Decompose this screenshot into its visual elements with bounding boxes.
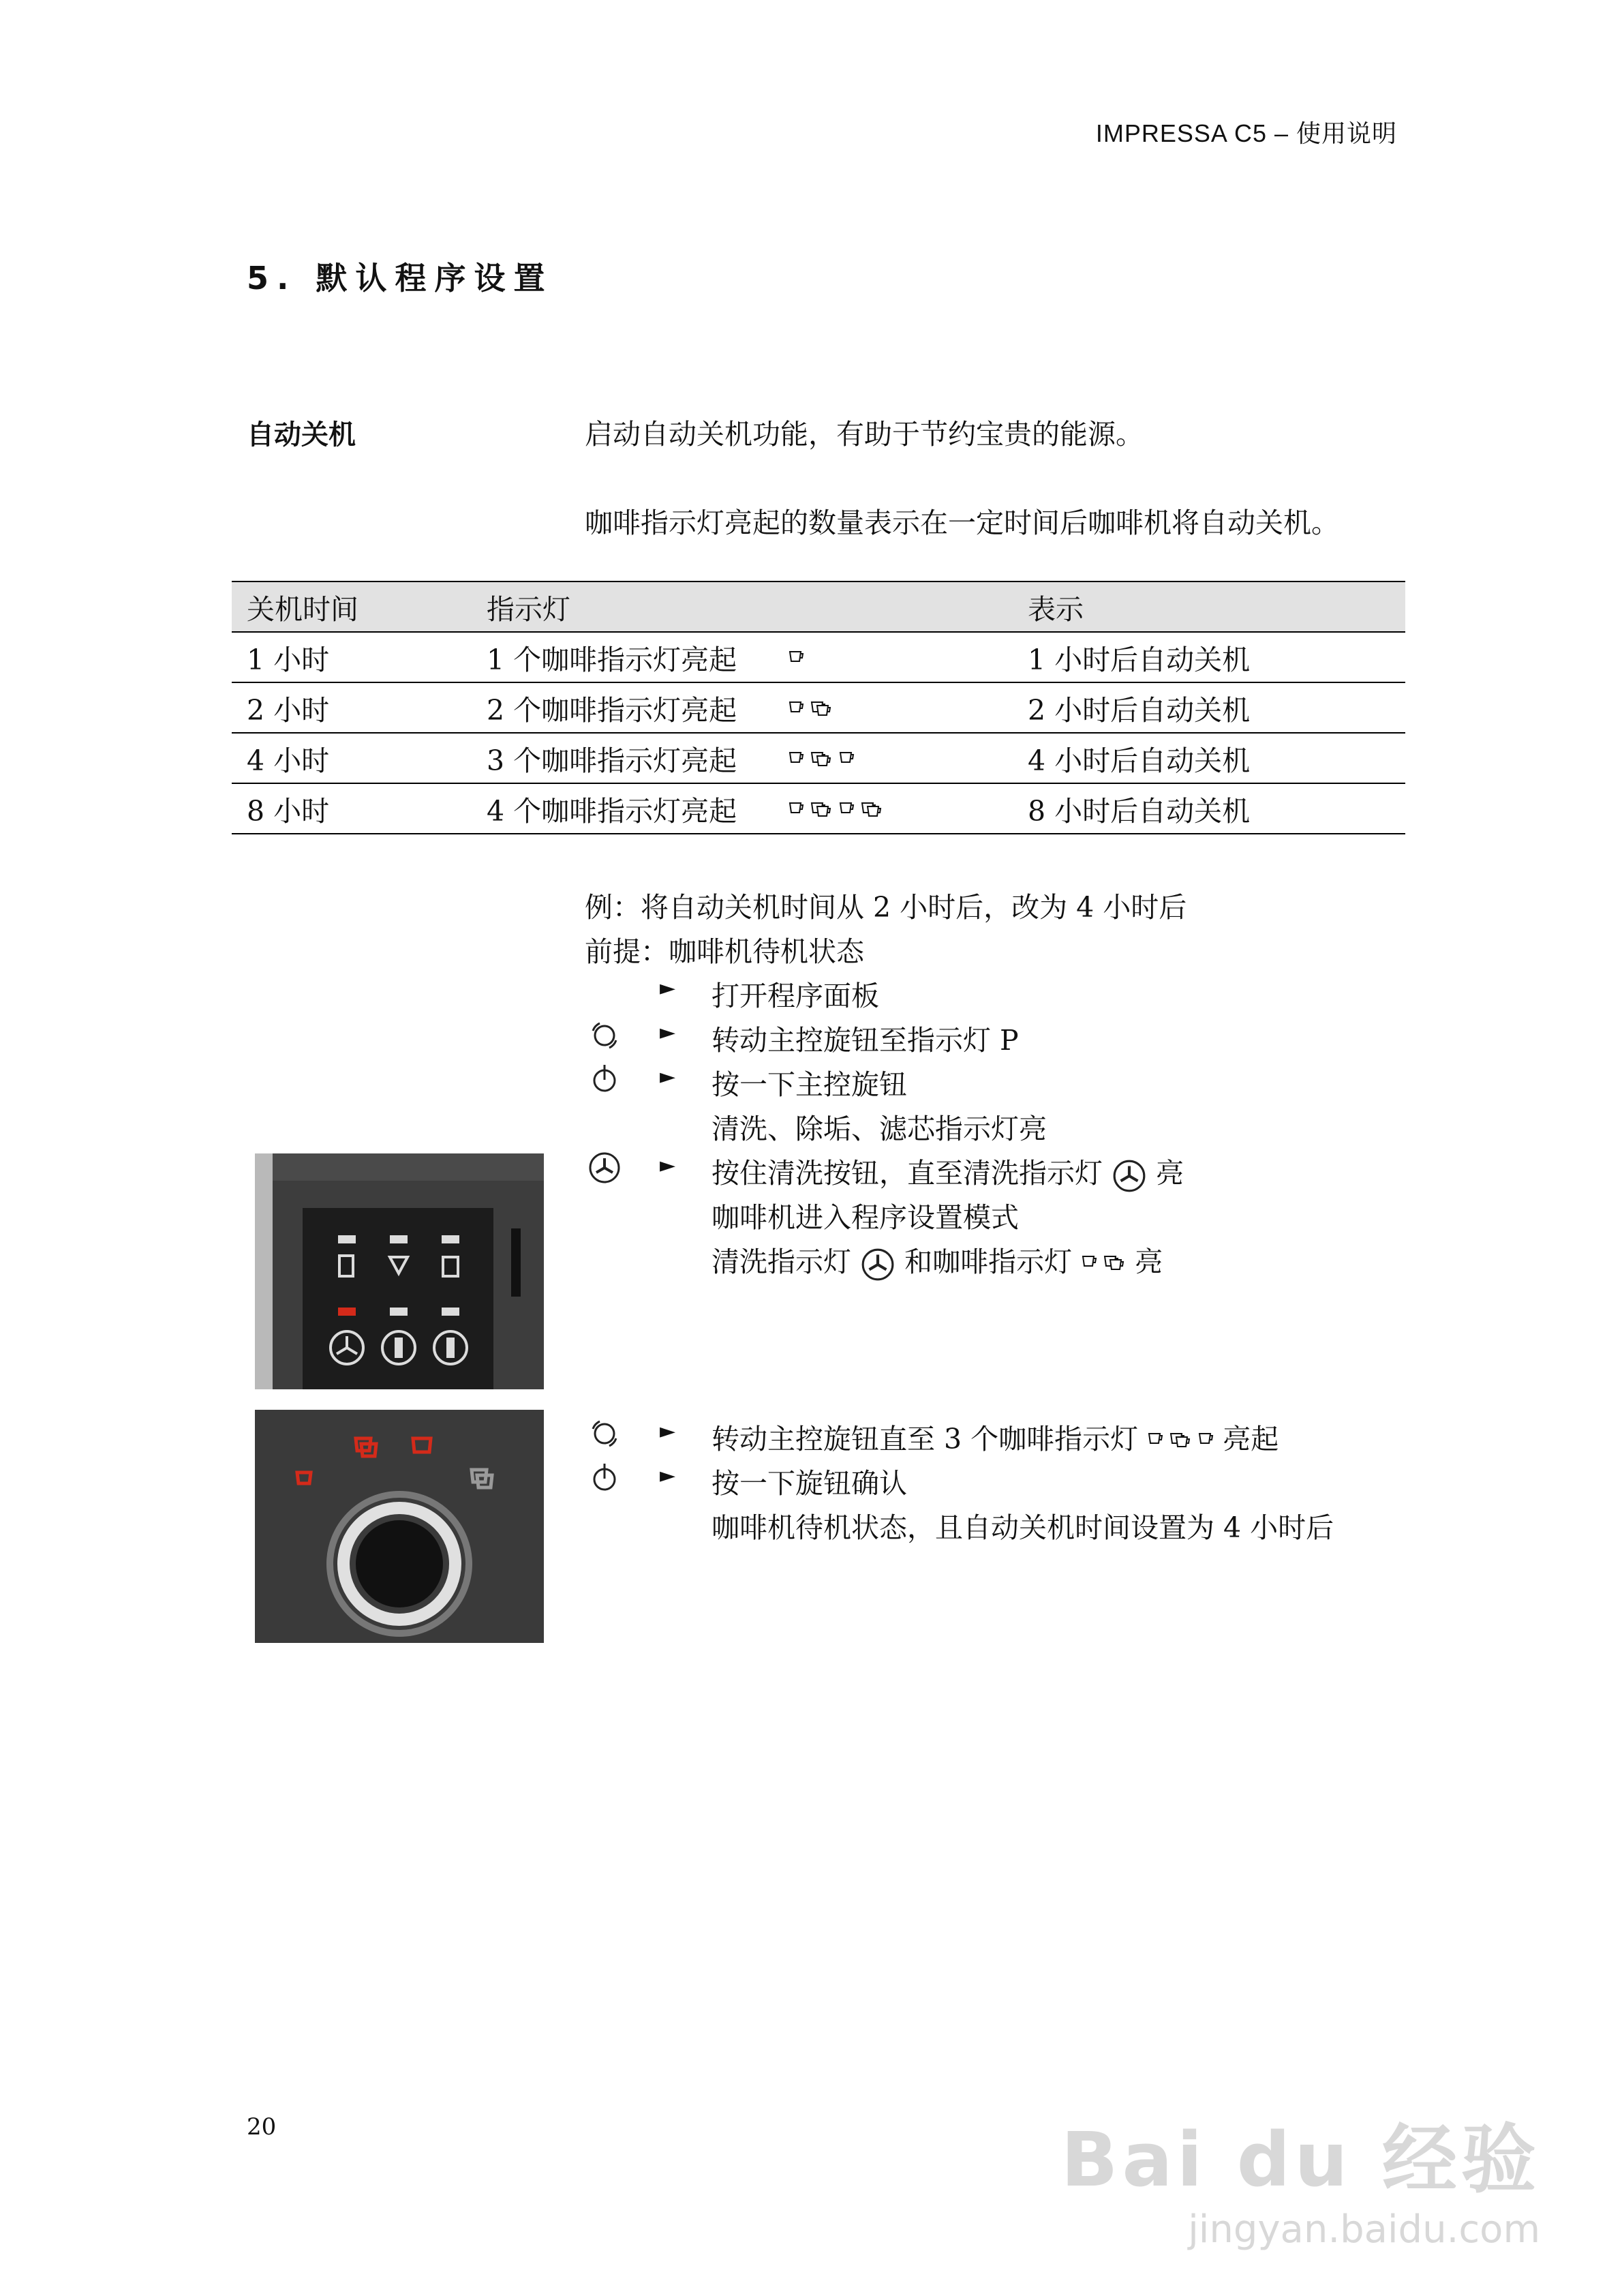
rotary-knob-icon — [587, 1417, 622, 1451]
section-title: 5. 默认程序设置 — [247, 260, 553, 297]
double-cup-icon — [810, 698, 833, 717]
control-panel-photo — [255, 1153, 544, 1389]
clean-button-icon — [587, 1151, 622, 1185]
cup-icon — [788, 749, 804, 768]
cell-meaning: 8 小时后自动关机 — [1013, 783, 1405, 834]
cell-indicator: 2 个咖啡指示灯亮起 — [472, 682, 773, 733]
double-cup-icon — [860, 799, 883, 818]
cell-time: 4 小时 — [232, 733, 472, 783]
step-3: 按一下主控旋钮 — [711, 1068, 907, 1101]
coffee-cups-icon — [788, 799, 883, 818]
cell-meaning: 4 小时后自动关机 — [1013, 733, 1405, 783]
cell-indicator: 4 个咖啡指示灯亮起 — [472, 783, 773, 834]
table-row — [232, 783, 1405, 834]
step-2: 转动主控旋钮至指示灯 P — [711, 1024, 1019, 1057]
step-arrow-icon: ► — [660, 1021, 676, 1044]
table-row — [232, 682, 1405, 733]
page-header: IMPRESSA C5 – 使用说明 — [1095, 119, 1397, 147]
cell-meaning: 2 小时后自动关机 — [1013, 682, 1405, 733]
clean-indicator-icon — [1112, 1158, 1147, 1194]
example-premise: 前提：咖啡机待机状态 — [585, 935, 864, 968]
table-row — [232, 632, 1405, 682]
double-cup-icon — [810, 749, 833, 768]
step-arrow-icon: ► — [660, 1153, 676, 1177]
cup-icon — [838, 749, 855, 768]
note-3: 清洗指示灯 和咖啡指示灯 亮 — [711, 1239, 1163, 1282]
clean-indicator-icon — [860, 1247, 896, 1282]
auto-off-label: 自动关机 — [247, 419, 356, 451]
cup-icon — [1147, 1430, 1163, 1449]
step-6: 按一下旋钮确认 — [711, 1467, 907, 1500]
cell-indicator: 1 个咖啡指示灯亮起 — [472, 632, 773, 682]
cell-time: 1 小时 — [232, 632, 472, 682]
cell-meaning: 1 小时后自动关机 — [1013, 632, 1405, 682]
step-arrow-icon: ► — [660, 1464, 676, 1487]
watermark — [1061, 2100, 1540, 2252]
step-arrow-icon: ► — [660, 976, 676, 1000]
double-cup-icon — [1169, 1430, 1192, 1449]
coffee-cups-icon — [788, 749, 855, 768]
step-arrow-icon: ► — [660, 1065, 676, 1089]
header-meaning: 表示 — [1013, 581, 1405, 632]
coffee-cups-icon — [1081, 1252, 1126, 1271]
note-2: 咖啡机进入程序设置模式 — [711, 1201, 1019, 1234]
step-5: 转动主控旋钮直至 3 个咖啡指示灯 亮起 — [711, 1423, 1279, 1455]
cell-indicator: 3 个咖啡指示灯亮起 — [472, 733, 773, 783]
cell-time: 2 小时 — [232, 682, 472, 733]
double-cup-icon — [1103, 1252, 1126, 1271]
step-1: 打开程序面板 — [711, 980, 879, 1012]
step-4: 按住清洗按钮，直至清洗指示灯 亮 — [711, 1151, 1184, 1194]
rotary-knob-photo — [255, 1410, 544, 1643]
header-indicator: 指示灯 — [472, 581, 773, 632]
cup-icon — [1197, 1430, 1214, 1449]
coffee-cups-icon — [1147, 1430, 1214, 1449]
table-header-row — [232, 581, 1405, 632]
cup-icon — [1081, 1252, 1097, 1271]
watermark-brand: Bai du 经验 — [1060, 2116, 1540, 2203]
table-row — [232, 733, 1405, 783]
note-4: 咖啡机待机状态，且自动关机时间设置为 4 小时后 — [711, 1511, 1334, 1544]
page-number: 20 — [247, 2113, 277, 2141]
auto-off-table — [232, 581, 1405, 834]
coffee-cups-icon — [788, 648, 804, 667]
auto-off-note: 咖啡指示灯亮起的数量表示在一定时间后咖啡机将自动关机。 — [585, 507, 1339, 539]
rotary-knob-icon — [587, 1018, 622, 1053]
coffee-cups-icon — [788, 698, 833, 717]
step-arrow-icon: ► — [660, 1419, 676, 1443]
double-cup-icon — [810, 799, 833, 818]
note-1: 清洗、除垢、滤芯指示灯亮 — [711, 1113, 1047, 1145]
header-time: 关机时间 — [232, 581, 472, 632]
watermark-url: jingyan.baidu.com — [1188, 2207, 1540, 2252]
cell-time: 8 小时 — [232, 783, 472, 834]
example-title: 例：将自动关机时间从 2 小时后，改为 4 小时后 — [585, 891, 1187, 924]
press-knob-icon — [587, 1461, 622, 1495]
auto-off-intro: 启动自动关机功能，有助于节约宝贵的能源。 — [585, 418, 1144, 451]
cup-icon — [788, 799, 804, 818]
cup-icon — [788, 698, 804, 717]
cup-icon — [838, 799, 855, 818]
press-knob-icon — [587, 1062, 622, 1096]
cup-icon — [788, 648, 804, 667]
